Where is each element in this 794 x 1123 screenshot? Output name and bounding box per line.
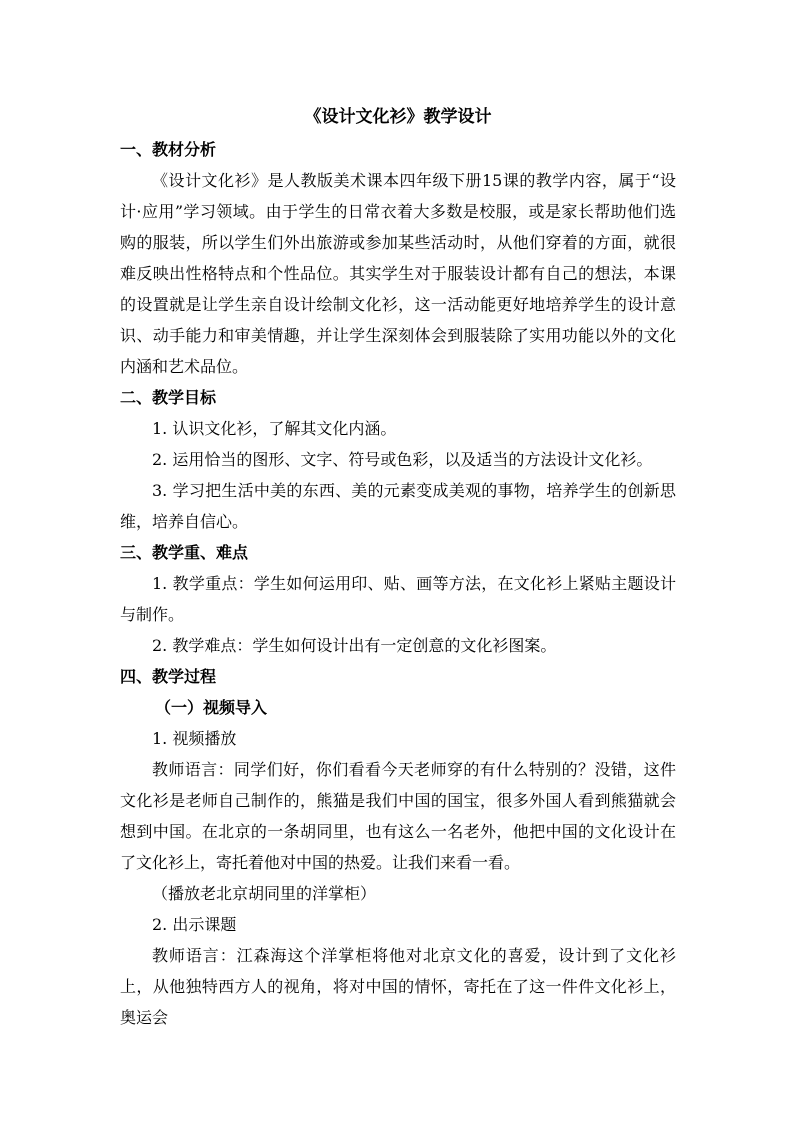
paragraph: 《设计文化衫》是人教版美术课本四年级下册15课的教学内容，属于“设计·应用”学习领域。由于学生的日常衣着大多数是校服，或是家长帮助他们选购的服装，所以学生们外出旅游或参加某些活动时，从他们穿着的方面，就很难反映出性格特点和个性品位。其实学生对于服装设计都有自己的想法，本课的设置就是让学生亲自设计绘制文化衫，这一活动能更好地培养学生的设计意识、动手能力和审美情趣，并让学生深刻体会到服装除了实用功能以外的文化内涵和艺术品位。: [120, 171, 676, 376]
paragraph: 1. 认识文化衫，了解其文化内涵。: [152, 419, 397, 438]
document-title: 《设计文化衫》教学设计: [304, 107, 492, 127]
section-heading-teaching-goals: 二、教学目标: [120, 388, 217, 407]
paragraph: （播放老北京胡同里的洋掌柜）: [152, 884, 377, 903]
section-heading-key-points: 三、教学重、难点: [120, 543, 249, 562]
paragraph: 教师语言：同学们好，你们看看今天老师穿的有什么特别的？没错，这件文化衫是老师自己制作的，熊猫是我们中国的国宝，很多外国人看到熊猫就会想到中国。在北京的一条胡同里，也有这么一名老外，他把中国的文化设计在了文化衫上，寄托着他对中国的热爱。让我们来看一看。: [120, 760, 676, 872]
section-heading-textbook-analysis: 一、教材分析: [120, 140, 217, 159]
subsection-heading-video-intro: （一）视频导入: [155, 698, 268, 717]
paragraph: 1. 视频播放: [152, 729, 237, 748]
document-page: [120, 100, 676, 1033]
paragraph: 教师语言：江森海这个洋掌柜将他对北京文化的喜爱，设计到了文化衫上，从他独特西方人的视角，将对中国的情怀，寄托在了这一件件文化衫上，奥运会: [120, 946, 676, 1027]
paragraph: 2. 运用恰当的图形、文字、符号或色彩，以及适当的方法设计文化衫。: [152, 450, 653, 469]
paragraph: 2. 教学难点：学生如何设计出有一定创意的文化衫图案。: [152, 636, 557, 655]
paragraph: 1. 教学重点：学生如何运用印、贴、画等方法，在文化衫上紧贴主题设计与制作。: [120, 574, 676, 624]
paragraph: 2. 出示课题: [152, 915, 237, 934]
paragraph: 3. 学习把生活中美的东西、美的元素变成美观的事物，培养学生的创新思维，培养自信心。: [120, 481, 676, 531]
section-heading-teaching-process: 四、教学过程: [120, 667, 217, 686]
